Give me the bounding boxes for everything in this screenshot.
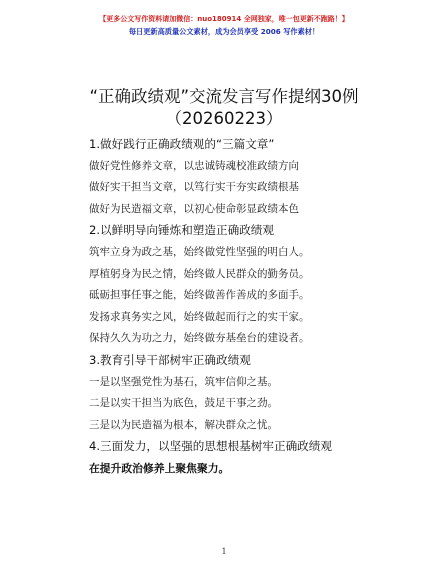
section-heading: 4.三面发力，以坚强的思想根基树牢正确政绩观 [89,439,332,454]
outline-item: 保持久久为功之力，始终做夯基垒台的建设者。 [89,332,310,345]
outline-item: 做好党性修养文章，以忠诚铸魂校准政绩方向 [89,159,299,172]
outline-item: 做好为民造福文章，以初心使命彰显政绩本色 [89,202,299,215]
outline-item: 厚植躬身为民之情，始终做人民群众的勤务员。 [89,267,310,280]
outline-item: 筑牢立身为政之基，始终做党性坚强的明白人。 [89,245,310,258]
section-heading: 2.以鲜明导向锤炼和塑造正确政绩观 [89,223,274,238]
outline-item: 在提升政治修养上聚焦聚力。 [89,461,230,475]
outline-item: 二是以实干担当为底色，鼓足干事之劲。 [89,397,278,410]
outline-item: 三是以为民造福为根本，解决群众之忧。 [89,418,278,431]
outline-item: 做好实干担当文章，以笃行实干夯实政绩根基 [89,181,299,194]
document-date: （20260223） [165,109,283,128]
section-heading: 3.教育引导干部树牢正确政绩观 [89,352,251,367]
outline-body [89,134,419,480]
section-heading: 1.做好践行正确政绩观的“三篇文章” [89,137,275,151]
page-number: 1 [221,547,227,556]
outline-item: 一是以坚强党性为基石，筑牢信仰之基。 [89,375,278,388]
outline-item: 发扬求真务实之风，始终做起而行之的实干家。 [89,310,310,323]
outline-item: 砥砺担事任事之能，始终做善作善成的多面手。 [89,289,310,302]
promo-banner-line-2: 每日更新高质量公文素材，成为会员享受 2006 写作素材！ [128,27,320,36]
promo-banner-line-1: 【更多公文写作资料请加微信：nuo180914 全网独家，唯一包更新不跑路！】 [99,15,349,23]
document-title: “正确政绩观”交流发言写作提纲30例 [89,87,359,106]
